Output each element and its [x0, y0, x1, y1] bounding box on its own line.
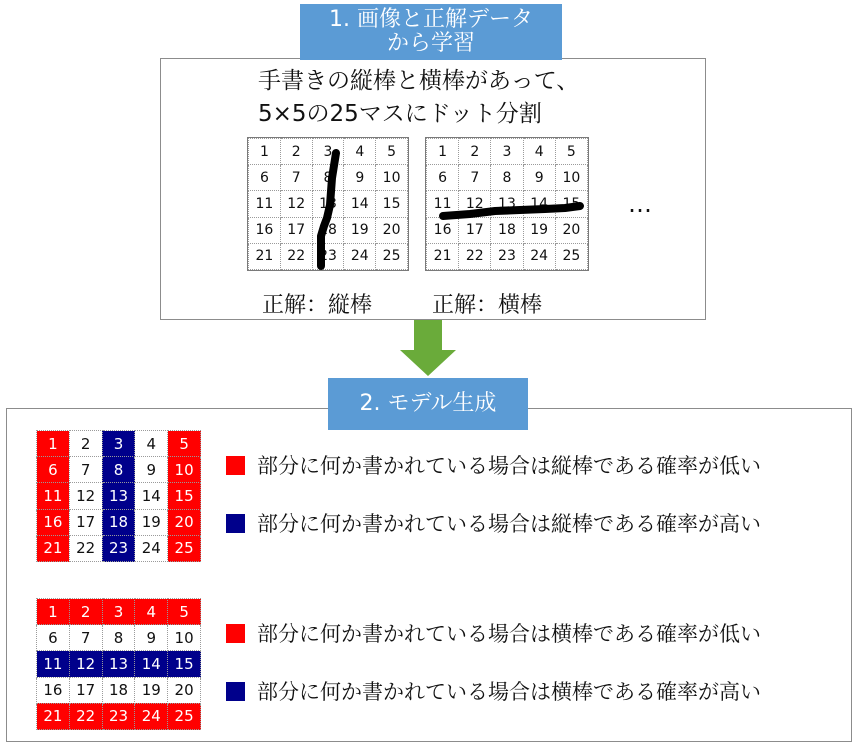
grid-cell: 9: [135, 625, 168, 651]
grid-row: [427, 165, 588, 191]
grid-cell: 21: [37, 535, 70, 561]
grid-cell: 11: [249, 191, 281, 217]
grid-cell: 14: [523, 191, 555, 217]
grid-cell: 2: [280, 139, 312, 165]
red-swatch: [226, 624, 245, 643]
grid-cell: 17: [459, 217, 491, 243]
grid-row: [249, 165, 408, 191]
legend-horizontal-high: [226, 676, 761, 706]
step2-label: 2. モデル生成: [328, 378, 528, 430]
grid-cell: 19: [135, 509, 168, 535]
grid-cell: 13: [102, 651, 135, 677]
grid-cell: 23: [312, 243, 344, 269]
grid-cell: 21: [37, 703, 70, 729]
grid-cell: 10: [555, 165, 587, 191]
grid-cell: 18: [102, 677, 135, 703]
grid-row: [37, 651, 201, 677]
grid-cell: 14: [344, 191, 376, 217]
grid-row: [427, 191, 588, 217]
grid-cell: 1: [427, 139, 459, 165]
grid-cell: 17: [69, 677, 102, 703]
grid-cell: 9: [344, 165, 376, 191]
red-swatch: [226, 456, 245, 475]
grid-row: [249, 139, 408, 165]
legend-text: 部分に何か書かれている場合は横棒である確率が高い: [257, 680, 761, 704]
grid-row: [37, 509, 201, 535]
grid-cell: 15: [168, 651, 201, 677]
grid-cell: 22: [69, 703, 102, 729]
grid-cell: 13: [102, 483, 135, 509]
grid-cell: 4: [135, 431, 168, 457]
grid-cell: 16: [249, 217, 281, 243]
grid-cell: 7: [69, 457, 102, 483]
grid-row: [249, 243, 408, 269]
grid-row: [37, 535, 201, 561]
grid-row: [427, 217, 588, 243]
grid-cell: 23: [491, 243, 523, 269]
grid-cell: 12: [280, 191, 312, 217]
grid-row: [37, 625, 201, 651]
legend-horizontal-low: [226, 618, 761, 648]
grid-cell: 24: [344, 243, 376, 269]
grid-cell: 3: [491, 139, 523, 165]
more-examples-ellipsis: …: [628, 190, 654, 218]
grid-cell: 25: [168, 535, 201, 561]
grid-cell: 17: [280, 217, 312, 243]
navy-swatch: [226, 514, 245, 533]
grid-row: [37, 677, 201, 703]
grid-cell: 10: [376, 165, 408, 191]
grid-cell: 16: [37, 677, 70, 703]
grid-cell: 21: [427, 243, 459, 269]
grid-cell: 21: [249, 243, 281, 269]
grid-row: [37, 703, 201, 729]
grid-cell: 23: [102, 535, 135, 561]
grid-cell: 16: [427, 217, 459, 243]
navy-swatch: [226, 682, 245, 701]
grid-cell: 6: [427, 165, 459, 191]
example-grid-vertical: [248, 138, 408, 270]
grid-cell: 24: [135, 703, 168, 729]
step1-label: [300, 4, 562, 60]
grid-cell: 8: [491, 165, 523, 191]
grid-cell: 1: [37, 431, 70, 457]
grid-row: [37, 599, 201, 625]
model-grid-vertical: [36, 430, 201, 562]
grid-cell: 20: [376, 217, 408, 243]
grid-cell: 19: [344, 217, 376, 243]
grid-cell: 14: [135, 483, 168, 509]
grid-cell: 11: [427, 191, 459, 217]
grid-cell: 19: [135, 677, 168, 703]
grid-cell: 14: [135, 651, 168, 677]
grid-cell: 13: [312, 191, 344, 217]
grid-cell: 10: [168, 457, 201, 483]
grid-cell: 11: [37, 651, 70, 677]
grid-cell: 22: [69, 535, 102, 561]
legend-text: 部分に何か書かれている場合は縦棒である確率が低い: [257, 454, 761, 478]
legend-text: 部分に何か書かれている場合は横棒である確率が低い: [257, 622, 761, 646]
step1-description-line2: 5×5の25マスにドット分割: [258, 101, 542, 127]
grid-cell: 24: [523, 243, 555, 269]
grid-cell: 10: [168, 625, 201, 651]
grid-cell: 12: [69, 483, 102, 509]
example-grid-horizontal: [426, 138, 588, 270]
example-answer-vertical: 正解：縦棒: [262, 293, 373, 318]
grid-cell: 4: [523, 139, 555, 165]
grid-cell: 2: [459, 139, 491, 165]
grid-row: [249, 191, 408, 217]
grid-cell: 11: [37, 483, 70, 509]
grid-cell: 24: [135, 535, 168, 561]
grid-cell: 1: [37, 599, 70, 625]
grid-cell: 8: [312, 165, 344, 191]
grid-cell: 5: [555, 139, 587, 165]
grid-cell: 9: [523, 165, 555, 191]
grid-cell: 1: [249, 139, 281, 165]
grid-cell: 6: [249, 165, 281, 191]
grid-cell: 4: [344, 139, 376, 165]
grid-cell: 16: [37, 509, 70, 535]
grid-cell: 15: [168, 483, 201, 509]
grid-row: [37, 457, 201, 483]
grid-cell: 6: [37, 625, 70, 651]
legend-vertical-low: [226, 450, 761, 480]
grid-cell: 22: [280, 243, 312, 269]
grid-cell: 25: [555, 243, 587, 269]
grid-row: [37, 431, 201, 457]
grid-cell: 19: [523, 217, 555, 243]
grid-cell: 5: [376, 139, 408, 165]
grid-cell: 20: [168, 677, 201, 703]
grid-cell: 18: [102, 509, 135, 535]
grid-row: [427, 243, 588, 269]
grid-cell: 6: [37, 457, 70, 483]
grid-cell: 9: [135, 457, 168, 483]
grid-cell: 2: [69, 599, 102, 625]
grid-cell: 7: [69, 625, 102, 651]
step1-label-line2: から学習: [386, 31, 475, 56]
grid-cell: 15: [376, 191, 408, 217]
legend-vertical-high: [226, 508, 761, 538]
grid-cell: 5: [168, 599, 201, 625]
example-answer-horizontal: 正解：横棒: [432, 293, 543, 318]
grid-cell: 20: [168, 509, 201, 535]
grid-cell: 18: [312, 217, 344, 243]
grid-row: [249, 217, 408, 243]
grid-cell: 20: [555, 217, 587, 243]
grid-cell: 4: [135, 599, 168, 625]
grid-row: [37, 483, 201, 509]
grid-row: [427, 139, 588, 165]
legend-text: 部分に何か書かれている場合は縦棒である確率が高い: [257, 512, 761, 536]
model-grid-horizontal: [36, 598, 201, 730]
grid-cell: 3: [102, 431, 135, 457]
grid-cell: 25: [168, 703, 201, 729]
grid-cell: 22: [459, 243, 491, 269]
grid-cell: 17: [69, 509, 102, 535]
step1-label-line1: 1. 画像と正解データ: [329, 7, 533, 32]
grid-cell: 2: [69, 431, 102, 457]
grid-cell: 8: [102, 457, 135, 483]
grid-cell: 23: [102, 703, 135, 729]
step1-description-line1: 手書きの縦棒と横棒があって、: [258, 68, 580, 94]
grid-cell: 3: [312, 139, 344, 165]
grid-cell: 7: [280, 165, 312, 191]
grid-cell: 7: [459, 165, 491, 191]
grid-cell: 12: [459, 191, 491, 217]
grid-cell: 5: [168, 431, 201, 457]
grid-cell: 12: [69, 651, 102, 677]
grid-cell: 13: [491, 191, 523, 217]
grid-cell: 25: [376, 243, 408, 269]
grid-cell: 15: [555, 191, 587, 217]
grid-cell: 3: [102, 599, 135, 625]
grid-cell: 8: [102, 625, 135, 651]
grid-cell: 18: [491, 217, 523, 243]
down-arrow-icon: [398, 320, 458, 378]
